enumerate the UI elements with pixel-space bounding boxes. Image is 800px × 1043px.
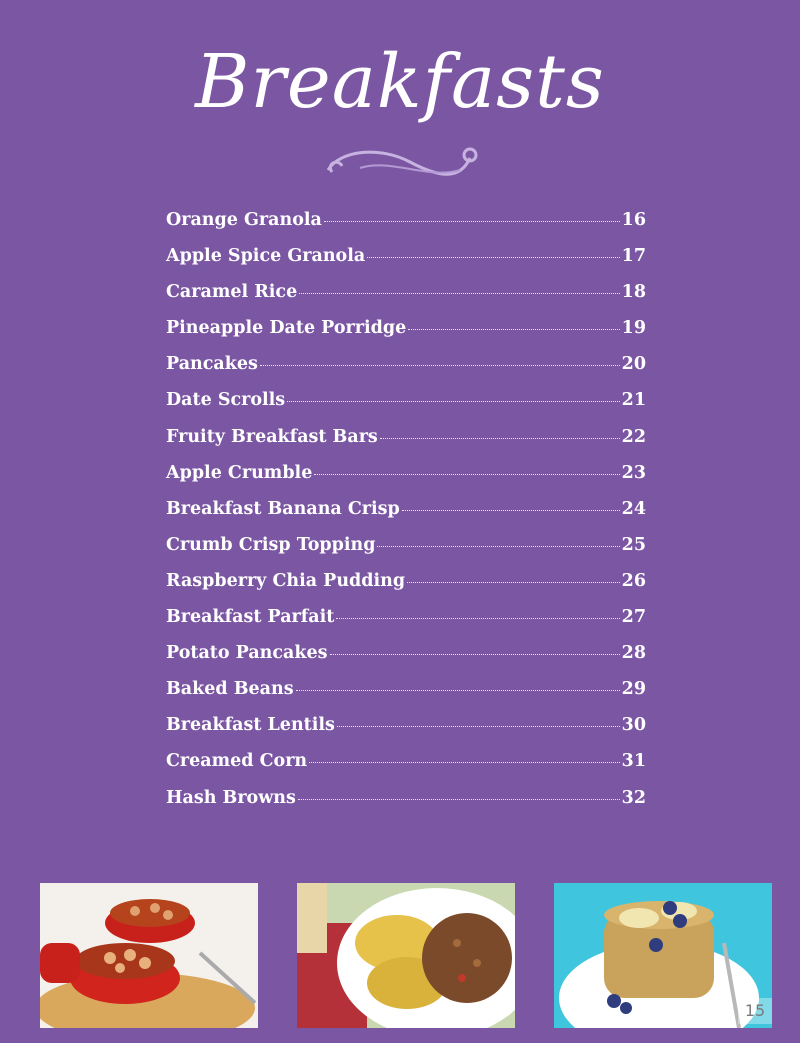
- toc-entry-page: 25: [621, 534, 646, 555]
- toc-entry-page: 24: [621, 498, 646, 519]
- toc-entry-page: 22: [621, 426, 646, 447]
- toc-entry: [166, 571, 646, 607]
- dot-leader: [337, 726, 620, 727]
- toc-entry-title: Potato Pancakes: [166, 643, 328, 664]
- toc-entry-page: 23: [621, 462, 646, 483]
- toc-entry-page: 19: [621, 318, 646, 339]
- dot-leader: [408, 329, 619, 330]
- toc-entry-title: Caramel Rice: [166, 282, 298, 303]
- toc-entry-title: Raspberry Chia Pudding: [166, 570, 406, 591]
- toc-entry: [166, 354, 646, 390]
- toc-entry-page: 18: [621, 282, 646, 303]
- toc-entry: [166, 788, 646, 824]
- toc-entry-title: Apple Crumble: [166, 462, 313, 483]
- toc-entry-page: 29: [621, 679, 646, 700]
- toc-entry-title: Orange Granola: [166, 210, 322, 230]
- dot-leader: [287, 401, 619, 402]
- dot-leader: [336, 618, 619, 619]
- dot-leader: [330, 654, 620, 655]
- dot-leader: [407, 582, 620, 583]
- toc-entry: [166, 607, 646, 643]
- dot-leader: [298, 799, 620, 800]
- dot-leader: [296, 690, 620, 691]
- dot-leader: [367, 257, 619, 258]
- toc-entry: [166, 751, 646, 787]
- page-title: Breakfasts: [195, 39, 605, 125]
- toc-entry-title: Apple Spice Granola: [166, 246, 366, 267]
- toc-entry-page: 20: [621, 354, 646, 375]
- photo-baked-beans: [40, 883, 258, 1028]
- toc-entry-page: 32: [621, 787, 646, 808]
- toc-entry-page: 27: [621, 607, 646, 628]
- toc-entry: [166, 318, 646, 354]
- toc-entry: [166, 715, 646, 751]
- dot-leader: [380, 438, 620, 439]
- toc-entry: [166, 427, 646, 463]
- photo-hash-browns-lentils: [297, 883, 515, 1028]
- toc-entry: [166, 679, 646, 715]
- page-number: 15: [738, 998, 772, 1024]
- toc-entry-title: Pancakes: [166, 354, 258, 375]
- toc-entry: [166, 643, 646, 679]
- toc-entry: [166, 282, 646, 318]
- toc-entry: [166, 390, 646, 426]
- dot-leader: [309, 762, 619, 763]
- toc-entry-page: 21: [621, 390, 646, 411]
- dot-leader: [402, 510, 620, 511]
- toc-entry-title: Crumb Crisp Topping: [166, 534, 376, 555]
- dot-leader: [260, 365, 620, 366]
- toc-entry-page: 26: [621, 570, 646, 591]
- toc-entry: [166, 535, 646, 571]
- toc-entry-page: 28: [621, 643, 646, 664]
- table-of-contents: [166, 210, 646, 824]
- toc-entry-title: Baked Beans: [166, 679, 294, 700]
- toc-entry-page: 31: [621, 751, 646, 772]
- toc-entry-title: Breakfast Banana Crisp: [166, 498, 400, 519]
- toc-entry-title: Hash Browns: [166, 787, 296, 808]
- toc-entry-title: Creamed Corn: [166, 751, 308, 772]
- dot-leader: [324, 221, 620, 222]
- toc-entry: [166, 463, 646, 499]
- toc-entry-page: 30: [621, 715, 646, 736]
- toc-entry-title: Breakfast Parfait: [166, 607, 335, 628]
- toc-entry-title: Breakfast Lentils: [166, 715, 335, 736]
- toc-entry-title: Pineapple Date Porridge: [166, 318, 407, 339]
- dot-leader: [314, 474, 619, 475]
- flourish-ornament: [320, 140, 490, 192]
- dot-leader: [299, 293, 619, 294]
- toc-entry: [166, 246, 646, 282]
- toc-entry-title: Fruity Breakfast Bars: [166, 426, 378, 447]
- toc-entry: [166, 499, 646, 535]
- dot-leader: [377, 546, 619, 547]
- toc-entry-page: 17: [621, 246, 646, 267]
- toc-entry-page: 16: [621, 210, 646, 230]
- toc-entry-title: Date Scrolls: [166, 390, 286, 411]
- toc-entry: [166, 210, 646, 246]
